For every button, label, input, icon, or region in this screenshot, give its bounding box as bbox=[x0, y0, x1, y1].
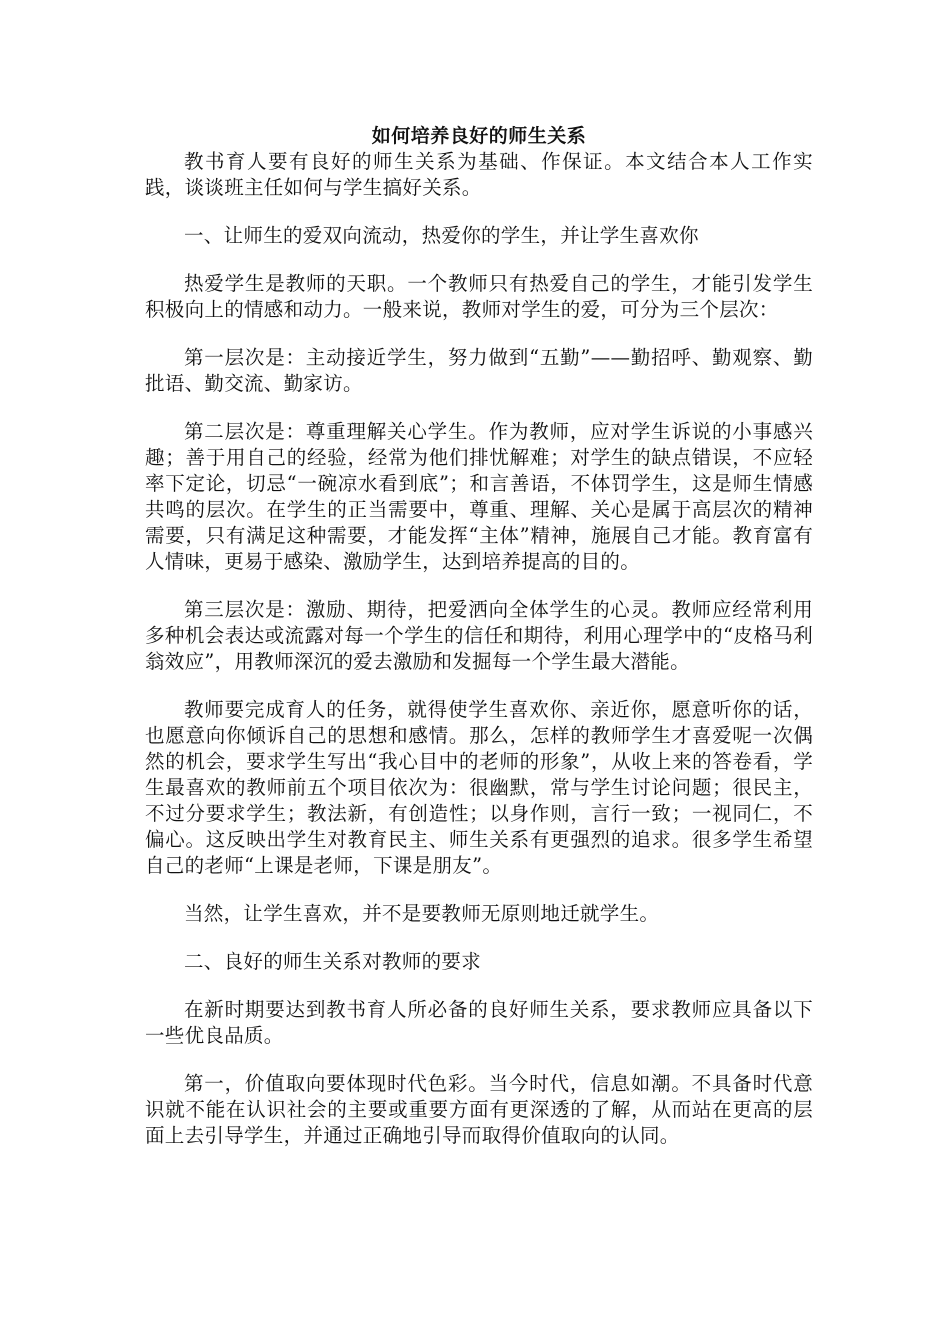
paragraph-love-students: 热爱学生是教师的天职。一个教师只有热爱自己的学生，才能引发学生积极向上的情感和动力。一般来说，教师对学生的爱，可分为三个层次： bbox=[145, 272, 813, 321]
paragraph-value-orientation: 第一，价值取向要体现时代色彩。当今时代，信息如潮。不具备时代意识就不能在认识社会的主要或重要方面有更深透的了解，从而站在更高的层面上去引导学生，并通过正确地引导而取得价值取向的认同。 bbox=[145, 1072, 813, 1147]
paragraph-level-1: 第一层次是：主动接近学生，努力做到“五勤”——勤招呼、勤观察、勤批语、勤交流、勤家访。 bbox=[145, 346, 813, 395]
section-heading-1: 一、让师生的爱双向流动，热爱你的学生，并让学生喜欢你 bbox=[184, 224, 699, 247]
paragraph-level-3: 第三层次是：激励、期待，把爱洒向全体学生的心灵。教师应经常利用多种机会表达或流露对每一个学生的信任和期待，利用心理学中的“皮格马利翁效应”，用教师深沉的爱去激励和发掘每一个学生最大潜能。 bbox=[145, 598, 813, 673]
document-page bbox=[145, 123, 813, 1149]
paragraph-new-era: 在新时期要达到教书育人所必备的良好师生关系，要求教师应具备以下一些优良品质。 bbox=[145, 998, 813, 1047]
paragraph-intro: 教书育人要有良好的师生关系为基础、作保证。本文结合本人工作实践，谈谈班主任如何与学生搞好关系。 bbox=[145, 150, 813, 199]
section-heading-2: 二、良好的师生关系对教师的要求 bbox=[184, 950, 482, 973]
paragraph-no-indulgence: 当然，让学生喜欢，并不是要教师无原则地迁就学生。 bbox=[184, 902, 660, 925]
paragraph-level-2: 第二层次是：尊重理解关心学生。作为教师，应对学生诉说的小事感兴趣；善于用自己的经验，经常为他们排忧解难；对学生的缺点错误，不应轻率下定论，切忌“一碗凉水看到底”；和言善语，不体罚学生，这是师生情感共鸣的层次。在学生的正当需要中，尊重、理解、关心是属于高层次的精神需要，只有满足这种需要，才能发挥“主体”精神，施展自己才能。教育富有人情味，更易于感染、激励学生，达到培养提高的目的。 bbox=[145, 420, 813, 573]
document-title: 如何培养良好的师生关系 bbox=[371, 125, 587, 147]
paragraph-students-like-you: 教师要完成育人的任务，就得使学生喜欢你、亲近你，愿意听你的话，也愿意向你倾诉自己的思想和感情。那么，怎样的教师学生才喜爱呢一次偶然的机会，要求学生写出“我心目中的老师的形象”，从收上来的答卷看，学生最喜欢的教师前五个项目依次为：很幽默，常与学生讨论问题；很民主，不过分要求学生；教法新，有创造性；以身作则，言行一致；一视同仁，不偏心。这反映出学生对教育民主、师生关系有更强烈的追求。很多学生希望自己的老师“上课是老师，下课是朋友”。 bbox=[145, 698, 813, 877]
